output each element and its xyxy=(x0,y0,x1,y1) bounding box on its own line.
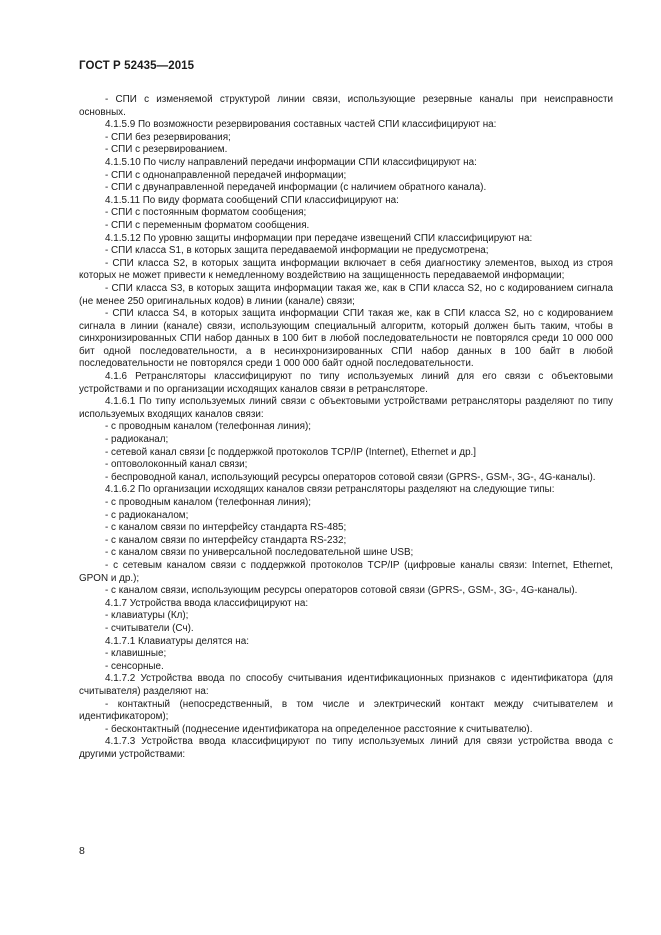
paragraph: - СПИ с резервированием. xyxy=(105,144,228,156)
paragraph: 4.1.5.9 По возможности резервирования составных частей СПИ классифицируют на: xyxy=(105,119,497,131)
paragraph: - СПИ с переменным форматом сообщения. xyxy=(105,219,310,231)
document-body xyxy=(79,94,613,761)
paragraph: 4.1.7.1 Клавиатуры делятся на: xyxy=(105,635,249,647)
paragraph: - считыватели (Сч). xyxy=(105,622,194,634)
paragraph: 4.1.6.1 По типу используемых линий связи с объектовыми устройствами ретрансляторы разделяют по типу используемых входящих каналов связи: xyxy=(79,396,613,420)
document-header: ГОСТ Р 52435—2015 xyxy=(79,60,195,72)
paragraph: - с проводным каналом (телефонная линия); xyxy=(105,421,312,433)
paragraph: 4.1.7.3 Устройства ввода классифицируют по типу используемых линий для связи устройства ввода с другими устройствами: xyxy=(79,736,613,760)
paragraph: - с каналом связи по универсальной последовательной шине USB; xyxy=(105,547,414,559)
paragraph: - беспроводной канал, использующий ресурсы операторов сотовой связи (GPRS-, GSM-, 3G-, 4G-каналы). xyxy=(105,471,596,483)
paragraph: 4.1.6.2 По организации исходящих каналов связи ретрансляторы разделяют на следующие типы: xyxy=(105,484,555,496)
paragraph: - СПИ с изменяемой структурой линии связи, использующие резервные каналы при неисправности основных. xyxy=(79,94,613,118)
paragraph: - сетевой канал связи [с поддержкой протоколов TCP/IP (Internet), Ethernet и др.] xyxy=(105,446,477,458)
paragraph: - клавиатуры (Кл); xyxy=(105,610,189,622)
paragraph: - с каналом связи, использующим ресурсы операторов сотовой связи (GPRS-, GSM-, 3G-, 4G-каналы). xyxy=(105,585,578,597)
paragraph: - с каналом связи по интерфейсу стандарта RS-232; xyxy=(105,534,347,546)
paragraph: - СПИ с постоянным форматом сообщения; xyxy=(105,207,307,219)
paragraph: 4.1.6 Ретрансляторы классифицируют по типу используемых линий для его связи с объектовыми устройствами и по организации исходящих каналов связи в ретрансляторе. xyxy=(79,371,613,395)
paragraph: - СПИ класса S4, в которых защита информации СПИ такая же, как в СПИ класса S2, но с кодированием сигнала в линии (канале) связи, использующим специальный алгоритм, который должен быть таким, чтобы в синхронизированных СПИ набор данных в 100 бит в любой последовательности не повторялся среди 10 000 000 бит одной последовательности, а в несинхронизированных СПИ набор данных в 100 байт в любой последовательности не повторялся среди 1 000 000 байт одной последовательности. xyxy=(79,308,613,370)
paragraph: - контактный (непосредственный, в том числе и электрический контакт между считывателем и идентификатором); xyxy=(79,698,613,723)
paragraph: - бесконтактный (поднесение идентификатора на определенное расстояние к считывателю). xyxy=(105,723,533,735)
paragraph: - СПИ с двунаправленной передачей информации (с наличием обратного канала). xyxy=(105,182,487,194)
paragraph: - СПИ класса S3, в которых защита информации такая же, как в СПИ класса S2, но с кодированием сигнала (не менее 250 оригинальных кодов) в линии (канале) связи; xyxy=(79,282,613,307)
paragraph: - СПИ с однонаправленной передачей информации; xyxy=(105,169,347,181)
paragraph: - оптоволоконный канал связи; xyxy=(105,459,248,471)
paragraph: - СПИ без резервирования; xyxy=(105,131,231,143)
paragraph: - СПИ класса S1, в которых защита передаваемой информации не предусмотрена; xyxy=(105,245,489,257)
paragraph: - с проводным каналом (телефонная линия); xyxy=(105,497,312,508)
paragraph: 4.1.5.12 По уровню защиты информации при передаче извещений СПИ классифицируют на: xyxy=(105,232,533,244)
paragraph: - с радиоканалом; xyxy=(105,509,189,521)
paragraph: - СПИ класса S2, в которых защита информации включает в себя диагностику элементов, выход из строя которых не может привести к немедленному воздействию на защищенность передаваемой информации; xyxy=(79,257,613,282)
paragraph: 4.1.7 Устройства ввода классифицируют на: xyxy=(105,597,309,609)
paragraph: 4.1.5.11 По виду формата сообщений СПИ классифицируют на: xyxy=(105,194,399,206)
page-number: 8 xyxy=(79,845,85,857)
paragraph: - сенсорные. xyxy=(105,660,164,672)
paragraph: - радиоканал; xyxy=(105,434,169,446)
paragraph: 4.1.7.2 Устройства ввода по способу считывания идентификационных признаков с идентификатора (для считывателя) разделяют на: xyxy=(79,673,613,697)
paragraph: - клавишные; xyxy=(105,648,167,660)
paragraph: - с каналом связи по интерфейсу стандарта RS-485; xyxy=(105,522,347,534)
paragraph: 4.1.5.10 По числу направлений передачи информации СПИ классифицируют на: xyxy=(105,156,477,168)
paragraph: - с сетевым каналом связи с поддержкой протоколов TCP/IP (цифровые каналы связи: Internet, Ethernet, GPON и др.); xyxy=(79,559,613,584)
